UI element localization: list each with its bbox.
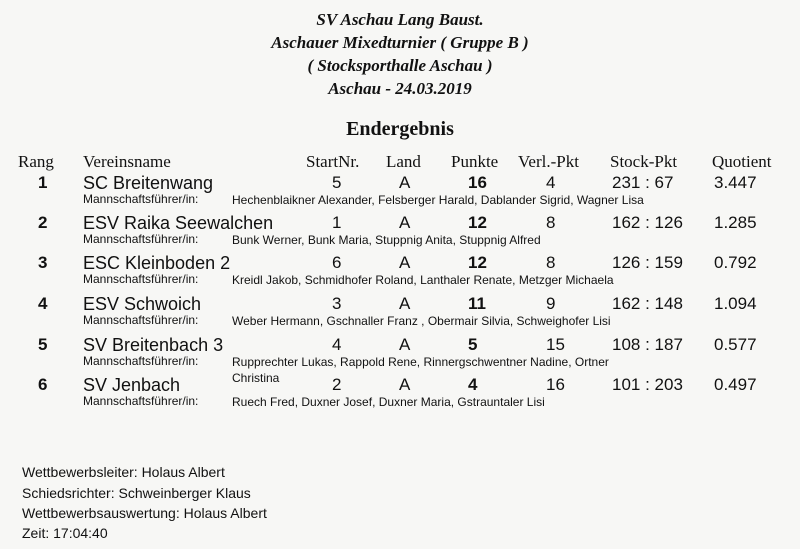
captain-label: Mannschaftsführer/in: [83,232,199,246]
start-number: 6 [332,253,342,272]
captain-label: Mannschaftsführer/in: [83,394,199,408]
lost-points: 16 [546,375,565,394]
club-name: ESV Schwoich [83,294,202,314]
referee: Schiedsrichter: Schweinberger Klaus [22,485,251,501]
points: 12 [468,253,487,272]
club-name: ESC Kleinboden 2 [83,253,231,273]
start-number: 3 [332,294,342,313]
rank: 4 [38,294,48,313]
team-members-continued: Christina [232,371,280,385]
stock-points: 101 : 203 [612,375,683,394]
captain-label: Mannschaftsführer/in: [83,354,199,368]
col-startnr: StartNr. [306,152,360,171]
quotient: 1.094 [714,294,757,313]
col-rang: Rang [18,152,54,171]
stock-points: 126 : 159 [612,253,683,272]
captain-label: Mannschaftsführer/in: [83,272,199,286]
col-verl: Verl.-Pkt [518,152,579,171]
quotient: 0.792 [714,253,757,272]
rank: 6 [38,375,48,394]
quotient: 0.577 [714,335,757,354]
country: A [399,253,411,272]
time: Zeit: 17:04:40 [22,525,108,541]
stock-points: 231 : 67 [612,173,674,192]
lost-points: 9 [546,294,556,313]
stock-points: 108 : 187 [612,335,683,354]
stock-points: 162 : 126 [612,213,683,232]
lost-points: 4 [546,173,556,192]
stock-points: 162 : 148 [612,294,683,313]
country: A [399,335,411,354]
quotient: 3.447 [714,173,757,192]
quotient: 1.285 [714,213,757,232]
start-number: 1 [332,213,342,232]
table-row [0,253,800,293]
team-members: Bunk Werner, Bunk Maria, Stuppnig Anita, Stuppnig Alfred [232,233,541,247]
tournament-name: Aschauer Mixedturnier ( Gruppe B ) [271,33,529,52]
start-number: 2 [332,375,342,394]
start-number: 4 [332,335,342,354]
table-row [0,375,800,415]
rank: 5 [38,335,48,354]
col-quotient: Quotient [712,152,772,171]
club-name: SV Breitenbach 3 [83,335,224,355]
start-number: 5 [332,173,342,192]
col-punkte: Punkte [451,152,499,171]
team-members: Weber Hermann, Gschnaller Franz , Obermair Silvia, Schweighofer Lisi [232,314,611,328]
captain-label: Mannschaftsführer/in: [83,192,199,206]
lost-points: 8 [546,213,556,232]
col-land: Land [386,152,421,171]
team-members: Rupprechter Lukas, Rappold Rene, Rinnergschwentner Nadine, Ortner [232,355,609,369]
team-members: Kreidl Jakob, Schmidhofer Roland, Lanthaler Renate, Metzger Michaela [232,273,614,287]
col-verein: Vereinsname [83,152,171,171]
points: 5 [468,335,478,354]
quotient: 0.497 [714,375,757,394]
team-members: Ruech Fred, Duxner Josef, Duxner Maria, Gstrauntaler Lisi [232,395,545,409]
country: A [399,213,411,232]
competition-leader: Wettbewerbsleiter: Holaus Albert [22,464,225,480]
evaluation: Wettbewerbsauswertung: Holaus Albert [22,505,267,521]
table-row [0,294,800,334]
table-row [0,213,800,253]
points: 16 [468,173,487,192]
rank: 2 [38,213,48,232]
club-name: SC Breitenwang [83,173,214,193]
lost-points: 8 [546,253,556,272]
points: 4 [468,375,478,394]
country: A [399,375,411,394]
club-name: ESV Raika Seewalchen [83,213,274,233]
points: 12 [468,213,487,232]
club-name: SV Jenbach [83,375,181,395]
captain-label: Mannschaftsführer/in: [83,313,199,327]
page-title: Endergebnis [346,118,454,140]
points: 11 [468,294,486,313]
table-row [0,173,800,213]
rank: 1 [38,173,48,192]
country: A [399,173,411,192]
date-line: Aschau - 24.03.2019 [328,79,472,98]
rank: 3 [38,253,48,272]
org-name: SV Aschau Lang Baust. [316,10,484,29]
team-members: Hechenblaikner Alexander, Felsberger Harald, Dablander Sigrid, Wagner Lisa [232,193,644,207]
venue: ( Stocksporthalle Aschau ) [307,56,493,75]
col-stock: Stock-Pkt [610,152,678,171]
lost-points: 15 [546,335,565,354]
country: A [399,294,411,313]
